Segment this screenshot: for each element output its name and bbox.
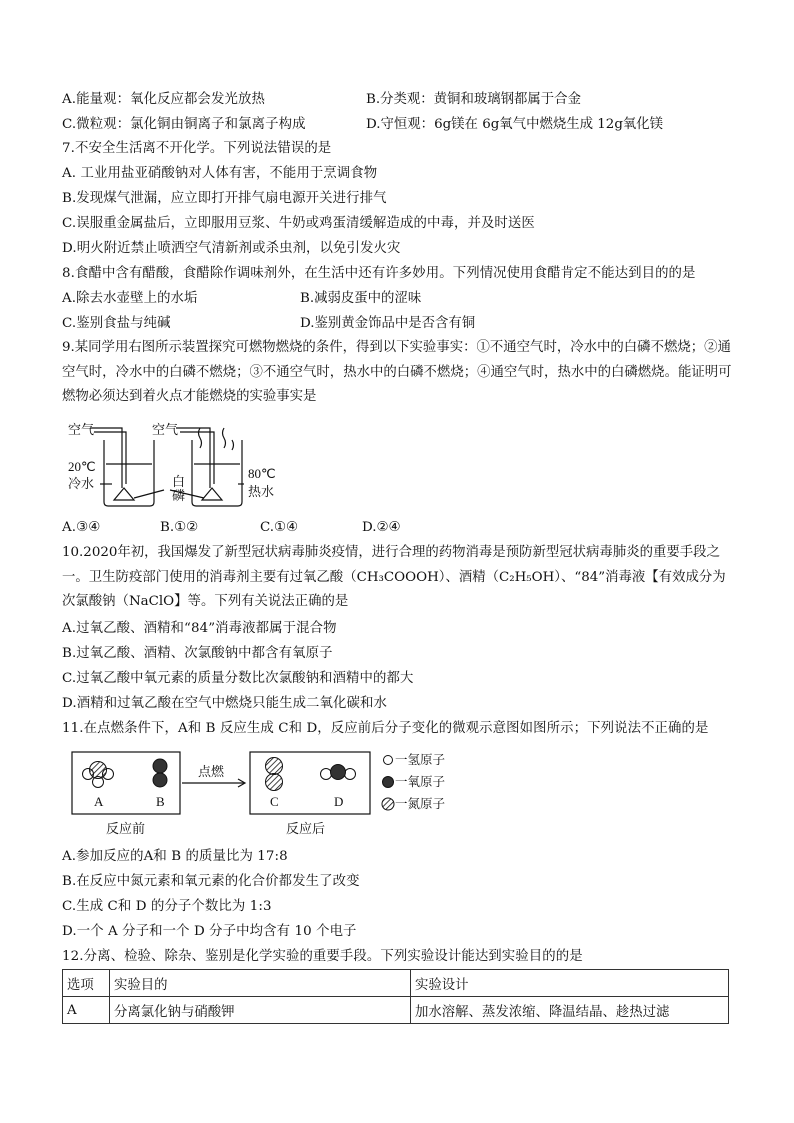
phosphorus-holder-left xyxy=(114,488,134,500)
q11-option-a: A.参加反应的A和 B 的质量比为 17:8 xyxy=(62,849,288,864)
table-row xyxy=(63,997,729,1024)
air-label-left: 空气 xyxy=(68,422,95,437)
q8-stem: 8.食醋中含有醋酸，食醋除作调味剂外，在生活中还有许多妙用。下列情况使用食醋肯定不能达到目的的是 xyxy=(62,266,696,281)
legend-nitrogen-icon xyxy=(382,798,394,810)
hydrogen-atom xyxy=(321,769,332,780)
molecule-label-c: C xyxy=(270,794,279,809)
water-label-right: 热水 xyxy=(248,484,275,499)
q7-option-c: C.误服重金属盐后，立即服用豆浆、牛奶或鸡蛋清缓解造成的中毒，并及时送医 xyxy=(62,216,535,231)
q11-stem: 11.在点燃条件下，A和 B 反应生成 C和 D，反应前后分子变化的微观示意图如图所示；下列说法不正确的是 xyxy=(62,721,709,736)
q11-option-c: C.生成 C和 D 的分子个数比为 1:3 xyxy=(62,899,272,914)
q7-option-d: D.明火附近禁止喷洒空气清新剂或杀虫剂，以免引发火灾 xyxy=(62,241,401,256)
q10-option-d: D.酒精和过氧乙酸在空气中燃烧只能生成二氧化碳和水 xyxy=(62,696,387,711)
q10-option-c: C.过氧乙酸中氧元素的质量分数比次氯酸钠和酒精中的都大 xyxy=(62,671,414,686)
oxygen-atom xyxy=(153,759,167,773)
q6-option-a: A.能量观：氧化反应都会发光放热 xyxy=(62,92,265,107)
temp-label-left: 20℃ xyxy=(68,459,96,474)
q6-option-c: C.微粒观：氯化铜由铜离子和氯离子构成 xyxy=(62,117,306,132)
q11-option-b: B.在反应中氮元素和氧元素的化合价都发生了改变 xyxy=(62,874,360,889)
ignite-label: 点燃 xyxy=(198,764,225,779)
q7-option-a: A. 工业用盐亚硝酸钠对人体有害，不能用于烹调食物 xyxy=(62,166,378,181)
nitrogen-atom xyxy=(90,762,107,779)
legend-hydrogen-icon xyxy=(384,756,393,765)
q9-option-a: A.③④ xyxy=(62,520,101,535)
table-header-cell: 选项 xyxy=(63,970,110,997)
q8-option-d: D.鉴别黄金饰品中是否含有铜 xyxy=(300,316,476,331)
legend-oxygen-icon xyxy=(383,777,394,788)
table-cell: 加水溶解、蒸发浓缩、降温结晶、趁热过滤 xyxy=(411,997,729,1024)
q7-stem: 7.不安全生活离不开化学。下列说法错误的是 xyxy=(62,141,332,156)
q9-option-d: D.②④ xyxy=(362,520,401,535)
phosphorus-label-2: 磷 xyxy=(172,488,186,503)
q10-option-a: A.过氧乙酸、酒精和“84”消毒液都属于混合物 xyxy=(62,621,337,636)
q6-option-b: B.分类观：黄铜和玻璃钢都属于合金 xyxy=(366,92,581,107)
after-label: 反应后 xyxy=(286,821,326,836)
q10-stem: 10.2020年初，我国爆发了新型冠状病毒肺炎疫情，进行合理的药物消毒是预防新型冠状病毒肺炎的重要手段之一。卫生防疫部门使用的消毒剂主要有过氧乙酸（CH₃COOOH）、酒精（C₂H₅OH）、“84”消毒液【有效成分为次氯酸钠（NaClO】等。下列有关说法正确的是 xyxy=(62,545,726,609)
q8-option-a: A.除去水壶壁上的水垢 xyxy=(62,291,198,306)
q11-option-d: D.一个 A 分子和一个 D 分子中均含有 10 个电子 xyxy=(62,924,357,939)
q12-table xyxy=(62,969,729,1024)
q8-option-c: C.鉴别食盐与纯碱 xyxy=(62,316,171,331)
q9-option-b: B.①② xyxy=(160,520,199,535)
q9-option-c: C.①④ xyxy=(260,520,299,535)
legend-oxygen: 一氧原子 xyxy=(395,775,446,789)
beaker-right xyxy=(192,440,242,506)
q7-option-b: B.发现煤气泄漏，应立即打开排气扇电源开关进行排气 xyxy=(62,191,387,206)
oxygen-atom xyxy=(331,765,346,780)
q10-option-b: B.过氧乙酸、酒精、次氯酸钠中都含有氧原子 xyxy=(62,646,333,661)
table-cell: 分离氯化钠与硝酸钾 xyxy=(110,997,411,1024)
temp-label-right: 80℃ xyxy=(248,466,276,481)
legend-nitrogen: 一氮原子 xyxy=(395,797,446,811)
air-label-right: 空气 xyxy=(152,422,179,437)
combustion-apparatus-figure xyxy=(64,418,294,516)
beaker-left xyxy=(104,440,154,506)
legend-hydrogen: 一氢原子 xyxy=(395,753,446,767)
phosphorus-holder-right xyxy=(202,488,222,500)
table-header-cell: 实验设计 xyxy=(411,970,729,997)
nitrogen-atom xyxy=(266,774,283,791)
q8-option-b: B.减弱皮蛋中的涩味 xyxy=(300,291,422,306)
reaction-micro-diagram xyxy=(64,746,464,842)
table-header-row xyxy=(63,970,729,997)
table-cell: A xyxy=(63,997,110,1024)
water-label-left: 冷水 xyxy=(68,476,95,491)
before-label: 反应前 xyxy=(106,821,146,836)
molecule-label-d: D xyxy=(334,794,344,809)
phosphorus-label-1: 白 xyxy=(172,474,186,489)
molecule-label-a: A xyxy=(94,794,104,809)
table-header-cell: 实验目的 xyxy=(110,970,411,997)
nitrogen-atom xyxy=(266,758,283,775)
q6-option-d: D.守恒观：6g镁在 6g氧气中燃烧生成 12g氧化镁 xyxy=(366,117,664,132)
q9-stem: 9.某同学用右图所示装置探究可燃物燃烧的条件，得到以下实验事实：①不通空气时，冷水中的白磷不燃烧；②通空气时，冷水中的白磷不燃烧；③不通空气时，热水中的白磷不燃烧；④通空气时，热水中的白磷燃烧。能证明可燃物必须达到着火点才能燃烧的实验事实是 xyxy=(62,340,732,404)
hydrogen-atom xyxy=(345,769,356,780)
oxygen-atom xyxy=(153,773,167,787)
molecule-label-b: B xyxy=(156,794,165,809)
q12-stem: 12.分离、检验、除杂、鉴别是化学实验的重要手段。下列实验设计能达到实验目的的是 xyxy=(62,949,583,964)
